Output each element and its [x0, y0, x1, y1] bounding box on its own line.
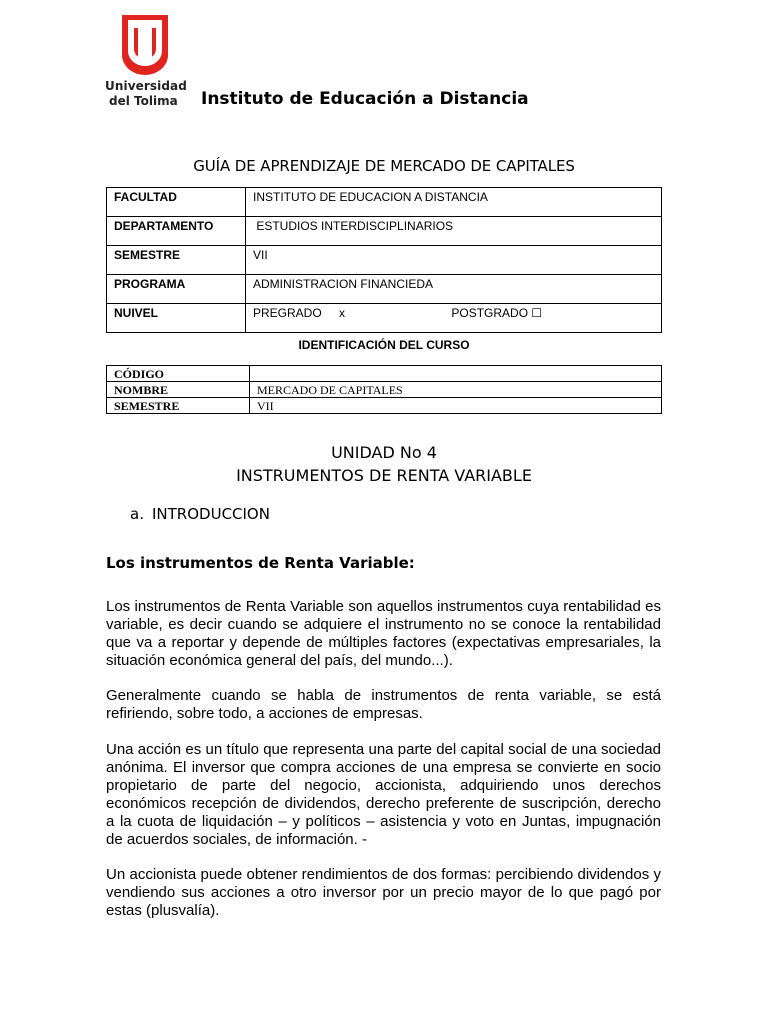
course-identification-table: [106, 365, 662, 414]
faculty-label: FACULTAD: [107, 188, 246, 217]
level-value: [246, 304, 662, 333]
table-row: [107, 246, 662, 275]
table-row: [107, 217, 662, 246]
course-semester-value: VII: [250, 398, 662, 414]
department-label: DEPARTAMENTO: [107, 217, 246, 246]
table-row: [107, 366, 662, 382]
semester-value: VII: [246, 246, 662, 275]
list-marker: a.: [130, 505, 144, 523]
intro-label: INTRODUCCION: [152, 505, 270, 523]
intro-list-item: [130, 505, 270, 523]
table-row: [107, 304, 662, 333]
institute-title: Instituto de Educación a Distancia: [201, 89, 529, 109]
program-info-table: [106, 187, 662, 333]
department-value: ESTUDIOS INTERDISCIPLINARIOS: [246, 217, 662, 246]
paragraph: Una acción es un título que representa una parte del capital social de una sociedad anónima. El inversor que compra acciones de una empresa se convierte en socio propietario de parte del negocio, accionista, adquiriendo unos derechos económicos recepción de dividendos, derecho preferente de suscripción, derecho a la cuota de liquidación – y políticos – asistencia y voto en Juntas, impugnación de acuerdos sociales, de información. -: [106, 741, 661, 848]
semester-label: SEMESTRE: [107, 246, 246, 275]
paragraph: Generalmente cuando se habla de instrumentos de renta variable, se está refiriendo, sobre todo, a acciones de empresas.: [106, 687, 661, 722]
guide-title: GUÍA DE APRENDIZAJE DE MERCADO DE CAPITALES: [193, 157, 575, 175]
logo-text-line1: Universidad: [105, 79, 187, 93]
course-semester-label: SEMESTRE: [107, 398, 250, 414]
faculty-value: INSTITUTO DE EDUCACION A DISTANCIA: [246, 188, 662, 217]
program-value: ADMINISTRACION FINANCIEDA: [246, 275, 662, 304]
pregrado-label: PREGRADO: [253, 306, 322, 320]
name-value: MERCADO DE CAPITALES: [250, 382, 662, 398]
postgrado-label: POSTGRADO: [451, 306, 529, 320]
table-row: [107, 275, 662, 304]
name-label: NOMBRE: [107, 382, 250, 398]
university-emblem-icon: [122, 15, 168, 75]
unit-number: UNIDAD No 4: [331, 443, 437, 462]
table-row: [107, 398, 662, 414]
unit-heading: [0, 441, 768, 487]
code-value: [250, 366, 662, 382]
postgrado-checkbox-icon: ☐: [531, 306, 543, 320]
pregrado-mark: x: [339, 306, 346, 320]
paragraph: Un accionista puede obtener rendimientos de dos formas: percibiendo dividendos y vendiendo sus acciones a otro inversor por un precio mayor de lo que pagó por estas (plusvalía).: [106, 866, 661, 919]
table-row: [107, 382, 662, 398]
code-label: CÓDIGO: [107, 366, 250, 382]
logo-text-line2: del Tolima: [109, 94, 178, 108]
unit-name: INSTRUMENTOS DE RENTA VARIABLE: [236, 466, 532, 485]
course-identification-title: IDENTIFICACIÓN DEL CURSO: [298, 338, 470, 352]
paragraph: Los instrumentos de Renta Variable son aquellos instrumentos cuya rentabilidad es variable, es decir cuando se adquiere el instrumento no se conoce la rentabilidad que va a reportar y depende de múltiples factores (expectativas empresariales, la situación económica general del país, del mundo...).: [106, 598, 661, 669]
level-label: NUIVEL: [107, 304, 246, 333]
university-logo: [105, 15, 185, 110]
section-heading: Los instrumentos de Renta Variable:: [106, 554, 415, 572]
program-label: PROGRAMA: [107, 275, 246, 304]
table-row: [107, 188, 662, 217]
